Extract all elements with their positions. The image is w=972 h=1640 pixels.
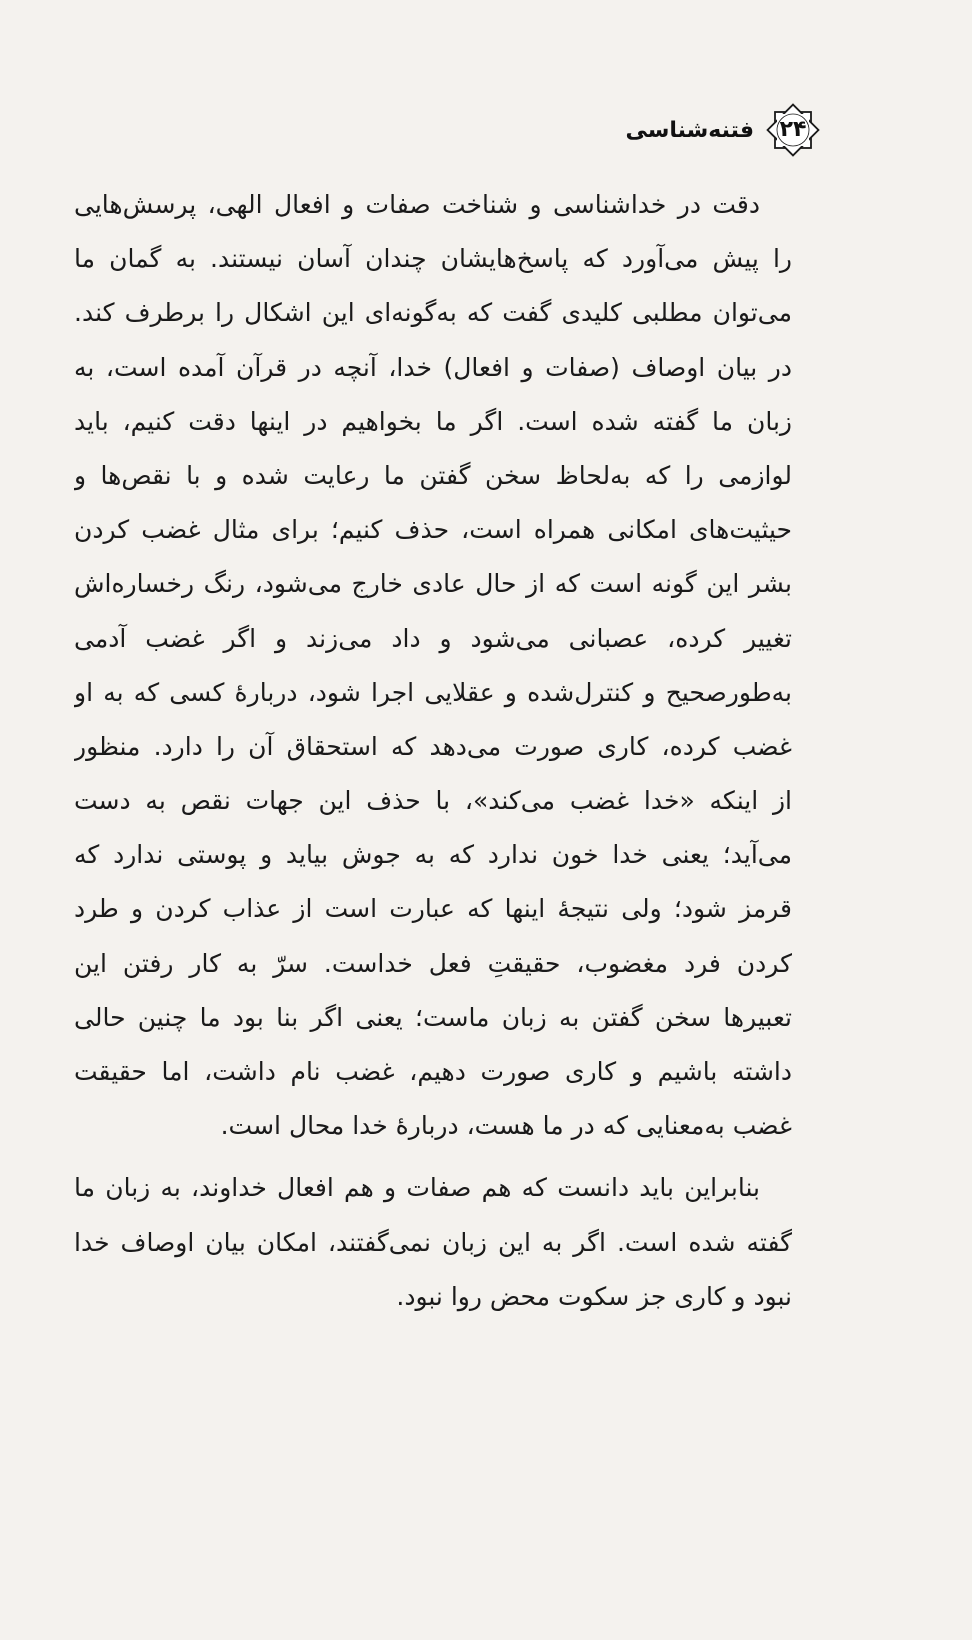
text-line: دقت در خداشناسی و شناخت صفات و افعال الهی، پرسش‌هایی [74,190,760,219]
text-line: گفته شده است. اگر به این زبان نمی‌گفتند، امکان بیان اوصاف خدا [74,1227,792,1257]
text-line: زبان ما گفته شده است. اگر ما بخواهیم در اینها دقت کنیم، باید [74,406,792,436]
text-line: لوازمی را که به‌لحاظ سخن گفتن ما رعایت شده و با نقص‌ها و [74,460,792,490]
text-line: قرمز شود؛ ولی نتیجهٔ اینها که عبارت است از عذاب کردن و طرد [74,894,792,924]
text-line: غضب کرده، کاری صورت می‌دهد که استحقاق آن را دارد. منظور [74,731,792,761]
page-number-badge [764,101,822,159]
text-line: می‌آید؛ یعنی خدا خون ندارد که به جوش بیاید و پوستی ندارد که [74,840,792,870]
text-line: می‌توان مطلبی کلیدی گفت که به‌گونه‌ای این اشکال را برطرف کند. [74,298,792,328]
text-line: در بیان اوصاف (صفات و افعال) خدا، آنچه در قرآن آمده است، به [74,352,792,382]
page-header [626,100,822,160]
body-text [74,178,792,1324]
paragraph-2 [74,1161,792,1324]
text-line: غضب به‌معنایی که در ما هست، دربارهٔ خدا محال است. [220,1111,792,1141]
text-line: حیثیت‌های امکانی همراه است، حذف کنیم؛ برای مثال غضب کردن [74,515,792,545]
paragraph-gap [74,1153,792,1161]
page-number: ۲۴ [779,117,807,142]
text-line: نبود و کاری جز سکوت محض روا نبود. [396,1281,792,1311]
text-line: را پیش می‌آورد که پاسخ‌هایشان چندان آسان نیستند. به گمان ما [74,244,792,274]
text-line: به‌طورصحیح و کنترل‌شده و عقلایی اجرا شود، دربارهٔ کسی که به او [74,677,792,707]
text-line: بشر این گونه است که از حال عادی خارج می‌شود، رنگ رخساره‌اش [74,569,792,599]
paragraph-1 [74,178,792,1153]
text-line: از اینکه «خدا غضب می‌کند»، با حذف این جهات نقص به دست [74,786,792,816]
text-line: تغییر کرده، عصبانی می‌شود و داد می‌زند و اگر غضب آدمی [74,623,792,653]
text-line: تعبیرها سخن گفتن به زبان ماست؛ یعنی اگر بنا بود ما چنین حالی [74,1002,792,1032]
text-line: داشته باشیم و کاری صورت دهیم، غضب نام داشت، اما حقیقت [74,1057,792,1086]
text-line: کردن فرد مغضوب، حقیقتِ فعل خداست. سرّ به کار رفتن این [74,948,792,978]
text-line: بنابراین باید دانست که هم صفات و هم افعال خداوند، به زبان ما [74,1173,760,1203]
running-title: فتنه‌شناسی [625,117,754,143]
